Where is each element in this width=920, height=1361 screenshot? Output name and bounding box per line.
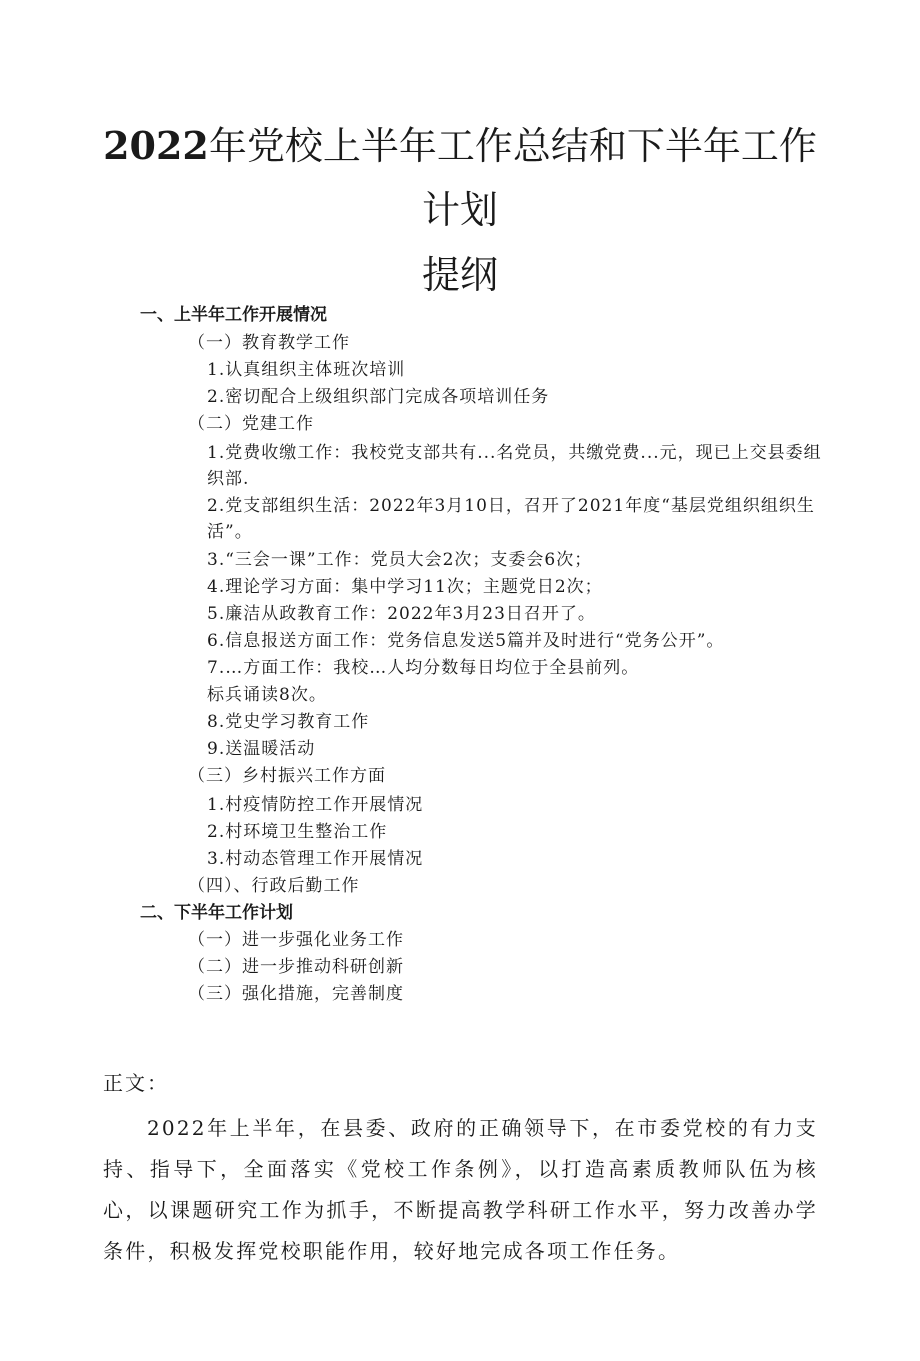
outline-item: 标兵诵读8次。	[207, 685, 327, 705]
outline-item: 8.党史学习教育工作	[207, 712, 370, 732]
title-line-1-text: 年党校上半年工作总结和下半年工作	[208, 124, 817, 168]
outline-item: 7.…方面工作：我校…人均分数每日均位于全县前列。	[207, 658, 640, 678]
outline-subsection: （二）进一步推动科研创新	[188, 957, 404, 977]
outline-section-1: 一、上半年工作开展情况	[140, 305, 327, 325]
body-label: 正文：	[103, 1071, 169, 1095]
outline-item: 3.“三会一课”工作：党员大会2次；支委会6次；	[207, 550, 593, 570]
body-paragraph: 2022年上半年，在县委、政府的正确领导下，在市委党校的有力支持、指导下，全面落实《党校工作条例》，以打造高素质教师队伍为核心，以课题研究工作为抓手，不断提高教学科研工作水平，努力改善办学条件，积极发挥党校职能作用，较好地完成各项工作任务。	[103, 1116, 818, 1263]
outline-subsection: （一）进一步强化业务工作	[188, 930, 404, 950]
outline-item: 6.信息报送方面工作：党务信息发送5篇并及时进行“党务公开”。	[207, 631, 725, 651]
document-subtitle: 提纲	[421, 253, 498, 297]
document-title-line-1	[0, 116, 920, 176]
title-year: 2022	[103, 123, 209, 168]
outline-item: 9.送温暖活动	[207, 739, 316, 759]
outline-item: 1.认真组织主体班次培训	[207, 360, 406, 380]
outline-subsection: （三）强化措施，完善制度	[188, 984, 404, 1004]
document-title-line-2: 计划	[421, 188, 498, 232]
outline-item: 1.村疫情防控工作开展情况	[207, 795, 424, 815]
outline-section-2: 二、下半年工作计划	[140, 903, 293, 923]
outline-item: 5.廉洁从政教育工作：2022年3月23日召开了。	[207, 604, 596, 624]
outline-item: 2.村环境卫生整治工作	[207, 822, 388, 842]
outline-subsection: （一）教育教学工作	[188, 333, 350, 353]
outline-item: 1.党费收缴工作：我校党支部共有...名党员，共缴党费...元，现已上交县委组织部.	[207, 443, 822, 489]
outline-item: 3.村动态管理工作开展情况	[207, 849, 424, 869]
outline-subsection: （二）党建工作	[188, 414, 314, 434]
outline-subsection: （三）乡村振兴工作方面	[188, 766, 386, 786]
outline-item: 4.理论学习方面：集中学习11次；主题党日2次；	[207, 577, 603, 597]
outline-item: 2.密切配合上级组织部门完成各项培训任务	[207, 387, 550, 407]
outline-item: 2.党支部组织生活：2022年3月10日，召开了2021年度“基层党组织组织生活”。	[207, 496, 815, 542]
outline-subsection: （四）、行政后勤工作	[188, 876, 360, 896]
